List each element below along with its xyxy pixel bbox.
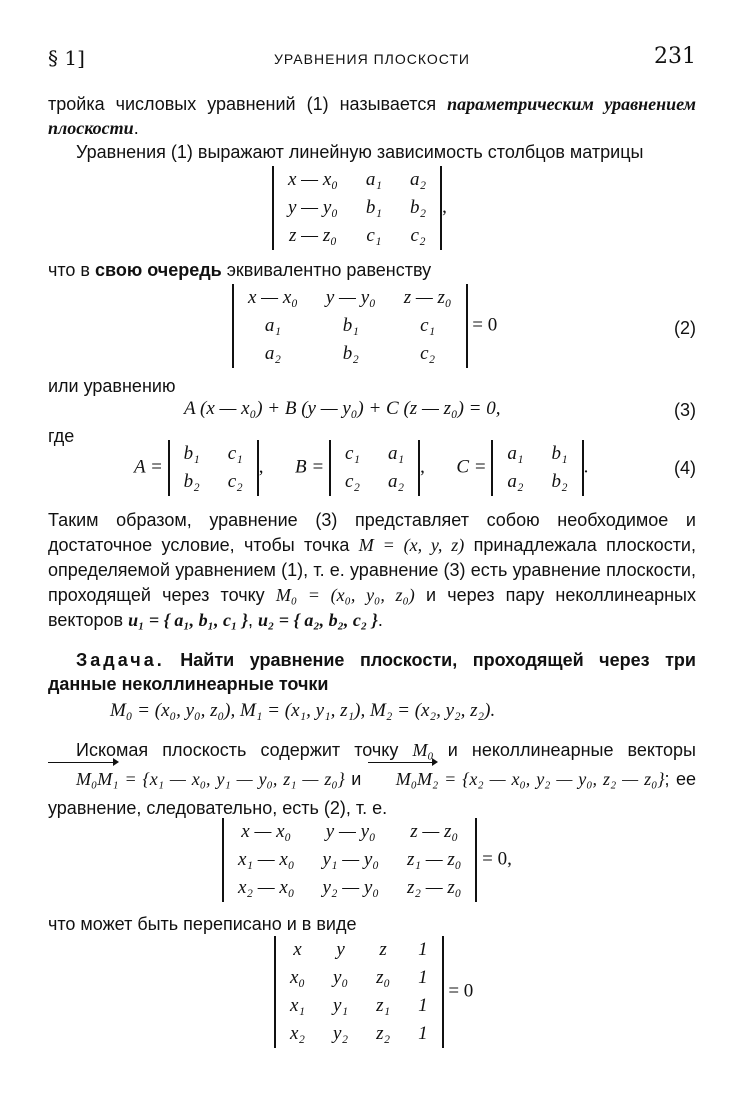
point-m0-ref: M₀ [412, 740, 434, 760]
equation-4 [134, 440, 588, 496]
point-m0: M₀ = (x₀, y₀, z₀) [275, 585, 415, 605]
det-cell: x [293, 939, 302, 960]
paragraph-linear-dependence: Уравнения (1) выражают линейную зависимость столбцов матрицы [76, 142, 644, 162]
det6-rhs: = 0 [448, 980, 474, 1002]
vector-m0m2: M₀M₂ [368, 765, 439, 794]
determinant-b [329, 440, 420, 496]
det-cell: y₂ [333, 1023, 349, 1044]
task-paragraph [48, 648, 696, 696]
det-cell: b₂ [183, 471, 200, 492]
equation-label-4: (4) [674, 458, 696, 478]
det-cell: y₁ [333, 995, 349, 1016]
vector-m0m2-components: = {x₂ — x₀, y₂ — y₀, z₂ — z₀} [438, 769, 665, 789]
separator: , [420, 456, 425, 478]
det-cell: x — x₀ [248, 287, 298, 308]
para3-text: что в [48, 260, 95, 280]
equation-label-2: (2) [674, 318, 696, 338]
det-cell: b₁ [183, 443, 200, 464]
para5-text-2: принадлежала плоскости, определяемой уравнением (1), т. е. уравнение (3) есть уравнение плоскости, проходящей через точку [48, 535, 696, 605]
determinant-2 [232, 284, 468, 368]
paragraph-rewrite: что может быть переписано и в виде [48, 914, 357, 934]
matrix-columns [272, 166, 447, 250]
equation-3: A (x — x₀) + B (y — y₀) + C (z — z₀) = 0, [184, 398, 501, 419]
paragraph-equivalent [48, 258, 696, 282]
coef-c-lhs: C = [456, 456, 487, 478]
vector-m0m1: M₀M₁ [48, 765, 119, 794]
det-cell: c₁ [344, 443, 360, 464]
det-cell: x₂ — x₀ [238, 877, 295, 898]
matrix-cell: x — x₀ [288, 169, 338, 190]
determinant-c [491, 440, 583, 496]
det-cell: 1 [418, 1023, 428, 1044]
det-cell: c₂ [344, 471, 360, 492]
equation-three-points [222, 818, 512, 902]
det-cell: z — z₀ [403, 287, 452, 308]
page-number: 231 [654, 44, 696, 69]
det-cell: z₁ [376, 995, 391, 1016]
matrix-cell: z — z₀ [289, 225, 337, 246]
det-cell: 1 [418, 995, 428, 1016]
det-cell: x₁ [290, 995, 306, 1016]
det-cell: z — z₀ [410, 821, 459, 842]
matrix-cell: c₂ [410, 225, 426, 246]
vector-u1: u₁ = { a₁, b₁, c₁ } [128, 610, 248, 630]
det-cell: y — y₀ [325, 287, 376, 308]
separator: , [258, 456, 264, 478]
det-cell: a₁ [264, 315, 281, 336]
det-cell: a₁ [507, 443, 524, 464]
matrix-cell: a₁ [365, 169, 382, 190]
para6-text: Искомая плоскость содержит точку [76, 740, 413, 760]
equation-label-3: (3) [674, 400, 696, 420]
matrix-cell: y — y₀ [288, 197, 338, 218]
det-cell: a₁ [387, 443, 405, 464]
para6-text-2: и неколлинеарные векторы [433, 740, 696, 760]
coef-b-lhs: B = [295, 456, 325, 478]
det-cell: b₁ [342, 315, 359, 336]
period: . [583, 456, 589, 478]
para6-text-4: ; ее уравнение, следовательно, есть (2), т. е. [48, 769, 696, 818]
para5-text: Таким образом, уравнение (3) представляет собою необходимое и достаточное условие, чтобы точка [48, 510, 696, 555]
det-cell: x — x₀ [241, 821, 292, 842]
para1-text: тройка числовых уравнений (1) называется [48, 94, 448, 114]
det-cell: z₀ [376, 967, 391, 988]
paragraph-conclusion [48, 508, 696, 633]
paragraph-or-equation: или уравнению [48, 376, 176, 396]
det-cell: y — y₀ [325, 821, 376, 842]
det-cell: x₁ — x₀ [238, 849, 295, 870]
matrix-1 [272, 166, 442, 250]
task-label: Задача. [76, 650, 165, 670]
task-text: Найти уравнение плоскости, проходящей через три данные неколлинеарные точки [48, 650, 696, 694]
para3-bold: свою очередь [95, 260, 222, 280]
det-cell: c₁ [420, 315, 436, 336]
det-cell: z [379, 939, 387, 960]
determinant-three-points [222, 818, 477, 902]
det-cell: y₁ — y₀ [322, 849, 379, 870]
para3-text-2: эквивалентно равенству [221, 260, 432, 280]
matrix-cell: b₁ [365, 197, 382, 218]
det-cell: b₂ [551, 471, 568, 492]
det-cell: c₂ [420, 343, 436, 364]
det-cell: y [336, 939, 345, 960]
det5-rhs: = 0, [482, 848, 512, 870]
points-equation: M₀ = (x₀, y₀, z₀), M₁ = (x₁, y₁, z₁), M₂ = (x₂, y₂, z₂). [110, 700, 496, 721]
determinant-a [168, 440, 259, 496]
determinant-4x4 [274, 936, 444, 1048]
section-number: § 1] [48, 46, 85, 70]
det-cell: a₂ [507, 471, 524, 492]
det-cell: z₂ — z₀ [406, 877, 462, 898]
det-cell: 1 [418, 967, 428, 988]
det-cell: b₂ [342, 343, 359, 364]
para6-and: и [344, 769, 368, 789]
term-parametric-equation: параметрическим уравнением плоскости [48, 94, 696, 138]
paragraph-parametric [48, 92, 696, 140]
det-cell: c₁ [227, 443, 243, 464]
det-cell: a₂ [387, 471, 405, 492]
para5-comma: , [248, 610, 259, 630]
det-cell: c₂ [227, 471, 243, 492]
det-cell: 1 [418, 939, 428, 960]
coef-a-lhs: A = [134, 456, 163, 478]
matrix-cell: a₂ [409, 169, 427, 190]
word-where: где [48, 426, 75, 446]
vector-u2: u₂ = { a₂, b₂, c₂ } [258, 610, 378, 630]
equation-4x4 [274, 936, 473, 1048]
det-cell: y₂ — y₀ [322, 877, 379, 898]
para5-end: . [377, 610, 383, 630]
det-cell: z₂ [376, 1023, 391, 1044]
running-header [48, 42, 696, 72]
paragraph-sought-plane [48, 736, 696, 823]
point-m: M = (x, y, z) [358, 535, 465, 555]
det-cell: b₁ [551, 443, 568, 464]
vector-m0m1-components: = {x₁ — x₀, y₁ — y₀, z₁ — z₀} [118, 769, 345, 789]
det-cell: a₂ [264, 343, 281, 364]
equation-2 [232, 284, 497, 368]
matrix-cell: b₂ [409, 197, 427, 218]
para5-text-3: и через пару неколлинеарных векторов [48, 585, 696, 630]
det2-rhs: = 0 [472, 314, 498, 336]
det-cell: x₂ [290, 1023, 306, 1044]
det-cell: y₀ [333, 967, 349, 988]
det-cell: x₀ [290, 967, 306, 988]
para1-end: . [133, 118, 139, 138]
det-cell: z₁ — z₀ [406, 849, 462, 870]
running-title: УРАВНЕНИЯ ПЛОСКОСТИ [274, 51, 470, 67]
matrix-cell: c₁ [366, 225, 382, 246]
matrix-comma: , [442, 196, 447, 218]
